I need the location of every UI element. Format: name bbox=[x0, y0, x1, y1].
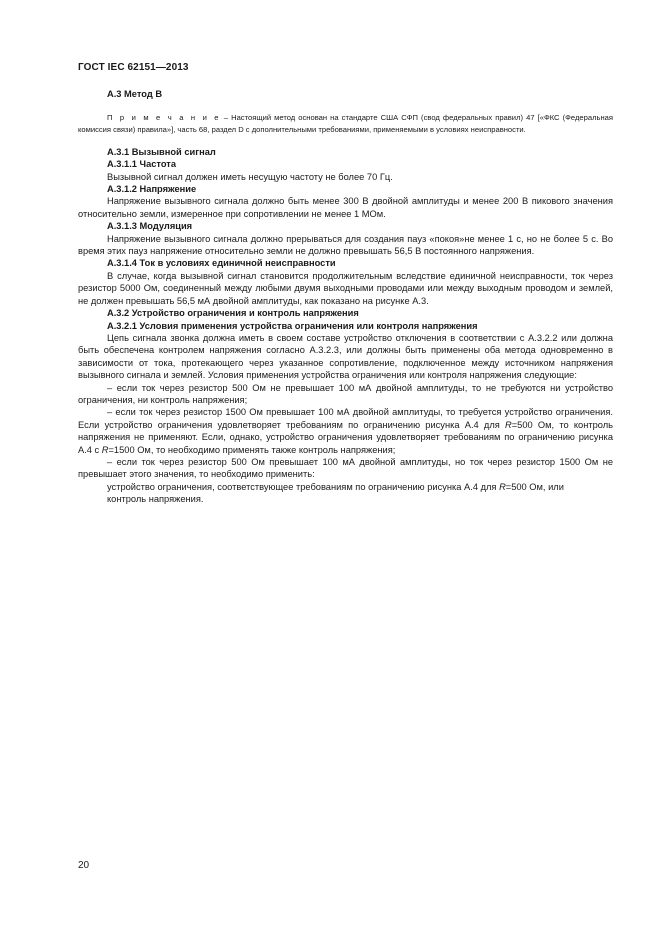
list-item-2: – если ток через резистор 1500 Ом превышает 100 мА двойной амплитуды, то требуется устройство ограничения. Если устройство ограничения удовлетворяет требованиям по ограничению рисунка А.4 для R=500 Ом, то контроль напряжения не применяют. Если, однако, устройство ограничения удовлетворяет требованиям по ограничению рисунка А.4 с R=1500 Ом, то необходимо применять также контроль напряжения; bbox=[78, 407, 614, 455]
heading-a3112-voltage: А.3.1.2 Напряжение bbox=[107, 184, 197, 195]
note-paragraph bbox=[78, 112, 613, 134]
heading-a3113-modulation: А.3.1.3 Модуляция bbox=[107, 221, 193, 232]
paragraph-conditions: Цепь сигнала звонка должна иметь в своем составе устройство отключения в соответствии с А.3.2.2 или должна быть обеспечена контролем напряжения согласно А.3.2.3, или должны быть применены оба метода одновременно в зависимости от тока, протекающего через указанное сопротивление, подключенное между источником напряжения вызывного сигнала и землей. Условия применения устройства ограничения или контроля напряжения следующие: bbox=[78, 332, 613, 381]
paragraph-frequency: Вызывной сигнал должен иметь несущую частоту не более 70 Гц. bbox=[107, 171, 393, 182]
list-item-4: устройство ограничения, соответствующее требованиям по ограничению рисунка А.4 для R=500 Ом, или bbox=[107, 481, 564, 492]
heading-a3114-fault-current: А.3.1.4 Ток в условиях единичной неисправности bbox=[107, 258, 336, 269]
section-title-a3: А.3 Метод В bbox=[107, 89, 163, 99]
list-item-3: – если ток через резистор 500 Ом превышает 100 мА двойной амплитуды, но ток через резистор 1500 Ом не превышает этого значения, то необходимо применить: bbox=[78, 456, 613, 480]
heading-a311-signal: А.3.1 Вызывной сигнал bbox=[107, 146, 216, 157]
document-code-header: ГОСТ IEC 62151—2013 bbox=[78, 62, 189, 73]
list-item-1: – если ток через резистор 500 Ом не превышает 100 мА двойной амплитуды, то не требуются ни устройство ограничения, ни контроль напряжения; bbox=[78, 382, 613, 405]
heading-a32-limiter: А.3.2 Устройство ограничения и контроль напряжения bbox=[107, 308, 359, 319]
heading-a321-conditions: А.3.2.1 Условия применения устройства ограничения или контроля напряжения bbox=[107, 320, 478, 331]
note-text: – Настоящий метод основан на стандарте США СФП (свод федеральных правил) 47 [«ФКС (Федеральная комиссия связи) правила»], часть 68, раздел D с дополнительными требованиями, применяемыми в условиях неисправности. bbox=[78, 113, 613, 134]
heading-a3111-frequency: А.3.1.1 Частота bbox=[107, 159, 177, 170]
list-item-5: контроль напряжения. bbox=[107, 494, 204, 505]
page-number: 20 bbox=[78, 860, 90, 871]
paragraph-fault-current: В случае, когда вызывной сигнал становится продолжительным вследствие единичной неисправности, ток через резистор 5000 Ом, соединенный между любыми двумя выходными проводами или между выходным проводом и землей, не должен превышать 56,5 мА двойной амплитуды, как показано на рисунке А.3. bbox=[78, 270, 613, 306]
note-label: П р и м е ч а н и е bbox=[107, 113, 221, 123]
paragraph-modulation: Напряжение вызывного сигнала должно прерываться для создания пауз «покоя»не менее 1 с, но не более 5 с. Во время этих пауз напряжение относительно земли не должно превышать 56,5 В постоянного напряжения. bbox=[78, 233, 613, 257]
paragraph-voltage: Напряжение вызывного сигнала должно быть менее 300 В двойной амплитуды и менее 200 В пикового значения относительно земли, измеренное при сопротивлении не менее 1 МОм. bbox=[78, 196, 613, 219]
document-body bbox=[78, 88, 613, 506]
